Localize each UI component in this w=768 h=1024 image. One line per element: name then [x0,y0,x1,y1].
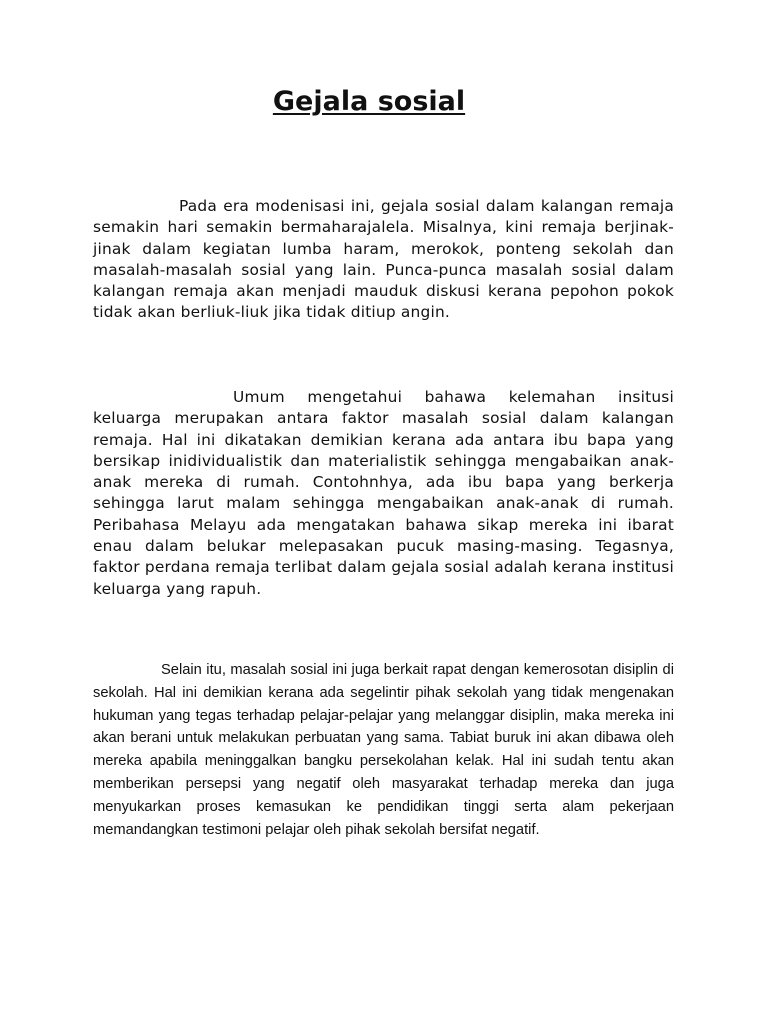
document-title: Gejala sosial [272,86,466,117]
paragraph-3: Selain itu, masalah sosial ini juga berkait rapat dengan kemerosotan disiplin di sekolah. Hal ini demikian kerana ada segelintir pihak sekolah yang tidak mengenakan hukuman yang tegas terhadap pelajar-pelajar yang melanggar disiplin, maka mereka ini akan berani untuk melakukan perbuatan yang sama. Tabiat buruk ini akan dibawa oleh mereka apabila meninggalkan bangku persekolahan kelak. Hal ini sudah tentu akan memberikan persepsi yang negatif oleh masyarakat terhadap mereka dan juga menyukarkan proses kemasukan ke pendidikan tinggi serta alam pekerjaan memandangkan testimoni pelajar oleh pihak sekolah bersifat negatif. [93,662,674,838]
paragraph-2: Umum mengetahui bahawa kelemahan insitusi keluarga merupakan antara faktor masalah sosial dalam kalangan remaja. Hal ini dikatakan demikian kerana ada antara ibu bapa yang bersikap inidividualistik dan materialistik sehingga mengabaikan anak-anak mereka di rumah. Contohnhya, ada ibu bapa yang berkerja sehingga larut malam sehingga mengabaikan anak-anak di rumah. Peribahasa Melayu ada mengatakan bahawa sikap mereka ini ibarat enau dalam belukar melepasakan pucuk masing-masing. Tegasnya, faktor perdana remaja terlibat dalam gejala sosial adalah kerana institusi keluarga yang rapuh. [93,388,674,598]
paragraph-1: Pada era modenisasi ini, gejala sosial dalam kalangan remaja semakin hari semakin bermaharajalela. Misalnya, kini remaja berjinak-jinak dalam kegiatan lumba haram, merokok, ponteng sekolah dan masalah-masalah sosial yang lain. Punca-punca masalah sosial dalam kalangan remaja akan menjadi mauduk diskusi kerana pepohon pokok tidak akan berliuk-liuk jika tidak ditiup angin. [93,197,674,322]
